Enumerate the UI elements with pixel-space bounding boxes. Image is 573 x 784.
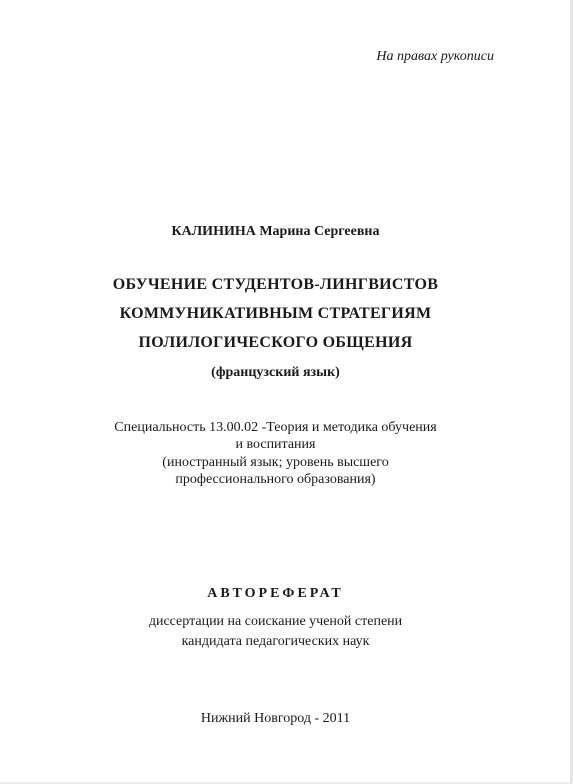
specialty-line-4: профессионального образования) <box>175 472 376 487</box>
specialty-line-2: и воспитания <box>235 437 316 452</box>
title-line-2: КОММУНИКАТИВНЫМ СТРАТЕГИЯМ <box>119 305 432 322</box>
document-type-line-1: диссертации на соискание ученой степени <box>148 614 403 629</box>
specialty-line-1: Специальность 13.00.02 -Теория и методика обучения <box>114 420 437 435</box>
author-name: КАЛИНИНА Марина Сергеевна <box>171 224 380 239</box>
title-line-1: ОБУЧЕНИЕ СТУДЕНТОВ-ЛИНГВИСТОВ <box>112 276 439 293</box>
title-line-3: ПОЛИЛОГИЧЕСКОГО ОБЩЕНИЯ <box>138 334 413 351</box>
document-type-line-2: кандидата педагогических наук <box>181 634 370 649</box>
place-year: Нижний Новгород - 2011 <box>200 711 351 726</box>
document-type-label: АВТОРЕФЕРАТ <box>207 586 344 601</box>
specialty-line-3: (иностранный язык; уровень высшего <box>162 455 389 470</box>
title-subtitle: (французский язык) <box>211 365 340 380</box>
manuscript-note: На правах рукописи <box>376 49 494 64</box>
